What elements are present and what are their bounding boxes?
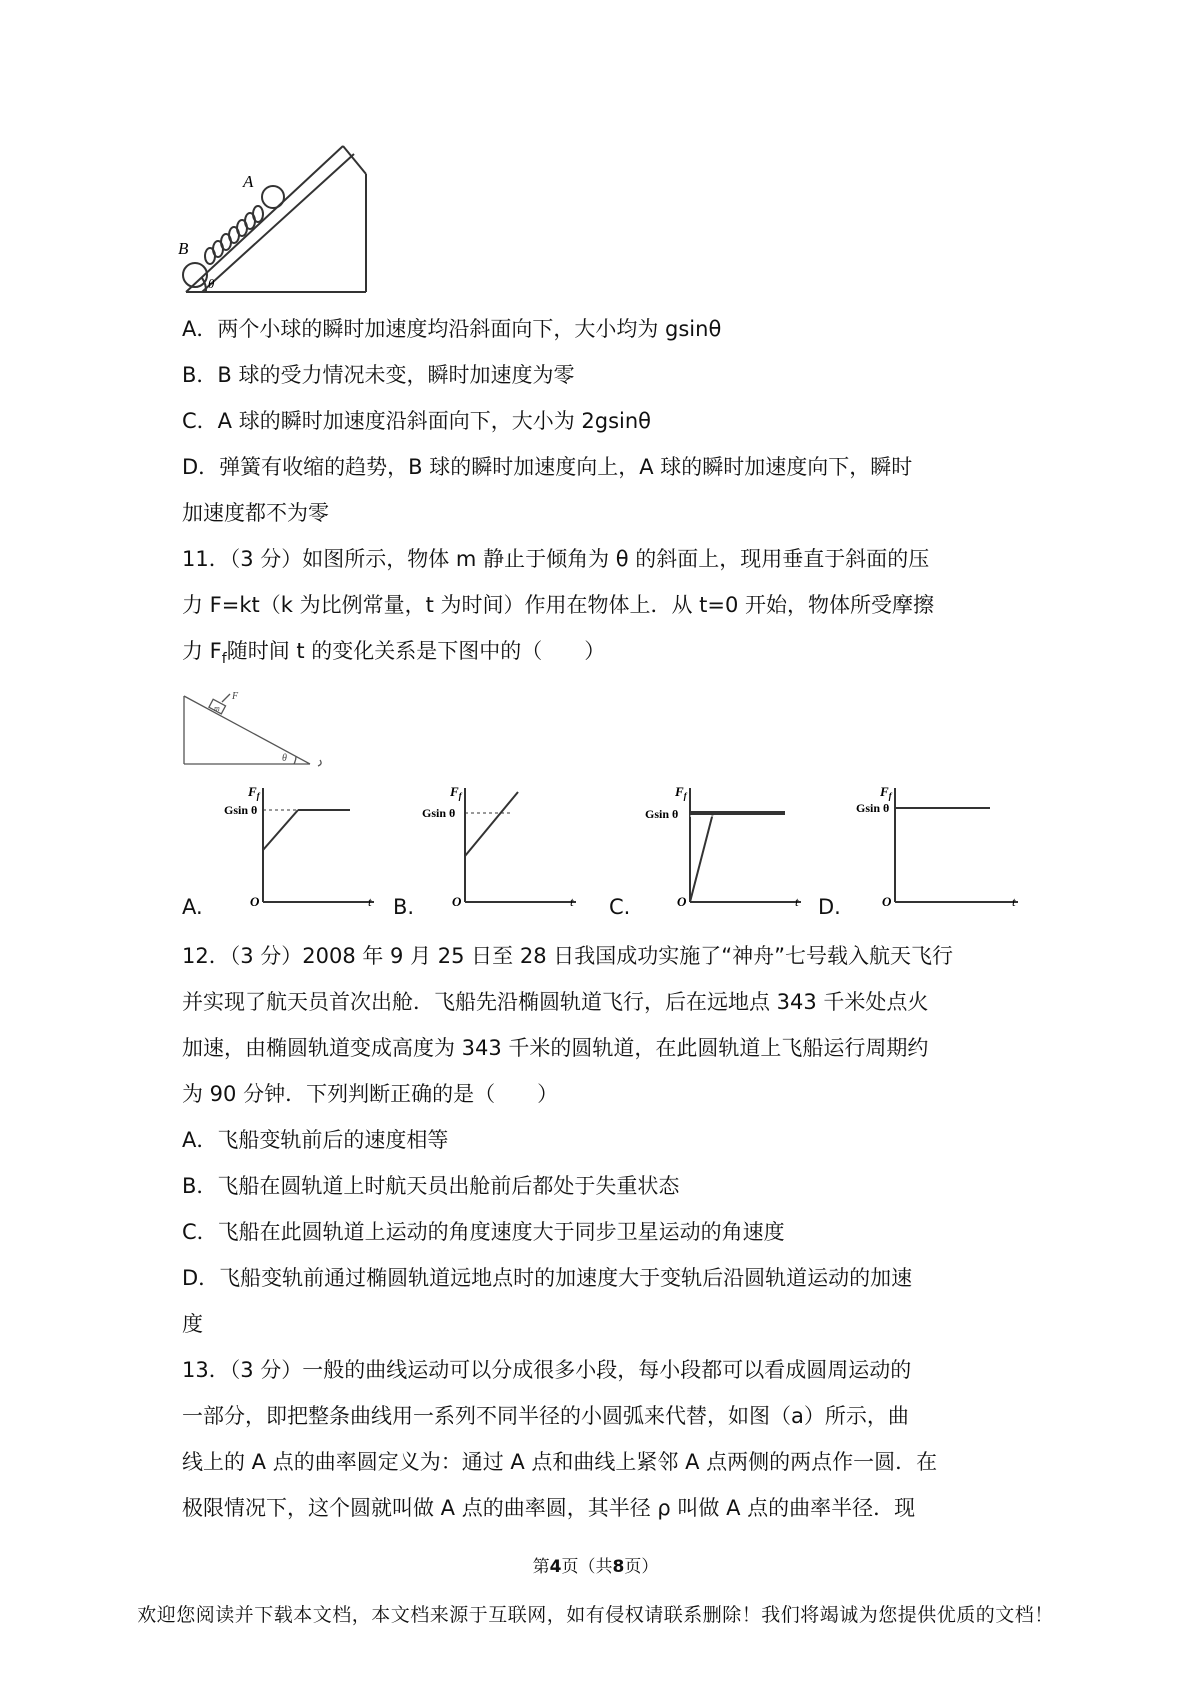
- graph-c-level-label: Gsin θ: [645, 807, 679, 821]
- graph-option-c: [645, 780, 805, 910]
- theta-label: θ: [208, 276, 215, 291]
- graph-option-b: [420, 780, 580, 910]
- q11-stem-line3: 力 $F_f$随时间 t 的变化关系是下图中的（ ）: [182, 639, 606, 668]
- graph-a-x-label: t: [368, 894, 372, 909]
- graph-d-x-label: t: [1012, 894, 1016, 909]
- graph-a-option-label: A.: [182, 895, 203, 919]
- theta-label-2: θ: [282, 753, 287, 764]
- q10-option-b: B．B 球的受力情况未变，瞬时加速度为零: [182, 363, 575, 387]
- q10-option-d-line1: D．弹簧有收缩的趋势，B 球的瞬时加速度向上，A 球的瞬时加速度向下，瞬时: [182, 455, 913, 479]
- q11-stem-line1: 11．（3 分）如图所示，物体 m 静止于倾角为 θ 的斜面上，现用垂直于斜面的压: [182, 547, 930, 571]
- q12-stem-line1: 12．（3 分）2008 年 9 月 25 日至 28 日我国成功实施了“神舟”七号载入航天飞行: [182, 944, 953, 968]
- graph-b-x-label: t: [570, 894, 574, 909]
- graph-d-option-label: D.: [818, 895, 841, 919]
- force-f-label: F: [232, 691, 239, 702]
- mass-m-label: m: [214, 704, 220, 713]
- q12-stem-line3: 加速，由椭圆轨道变成高度为 343 千米的圆轨道，在此圆轨道上飞船运行周期约: [182, 1036, 929, 1060]
- incline-block-figure: [182, 690, 332, 770]
- q13-stem-line3: 线上的 A 点的曲率圆定义为：通过 A 点和曲线上紧邻 A 点两侧的两点作一圆．在: [182, 1450, 938, 1474]
- q10-option-c: C．A 球的瞬时加速度沿斜面向下，大小为 2gsinθ: [182, 409, 652, 433]
- graph-option-d: [850, 780, 1025, 910]
- graph-c-y-label: $F_f$: [675, 784, 687, 801]
- graph-option-a: [218, 780, 378, 910]
- graph-d-y-label: $F_f$: [880, 784, 892, 801]
- graph-b-y-label: $F_f$: [450, 784, 462, 801]
- graph-c-x-label: t: [795, 894, 799, 909]
- graph-a-level-label: Gsin θ: [224, 803, 258, 817]
- graph-d-level-label: Gsin θ: [856, 801, 890, 815]
- q12-option-a: A．飞船变轨前后的速度相等: [182, 1128, 449, 1152]
- q11-stem-line2: 力 F=kt（k 为比例常量，t 为时间）作用在物体上．从 t=0 开始，物体所受摩擦: [182, 593, 935, 617]
- q12-option-d-line2: 度: [182, 1312, 203, 1336]
- graph-a-y-label: $F_f$: [248, 784, 260, 801]
- q12-stem-line2: 并实现了航天员首次出舱．飞船先沿椭圆轨道飞行，后在远地点 343 千米处点火: [182, 990, 929, 1014]
- graph-c-option-label: C.: [609, 895, 631, 919]
- ball-a-label: A: [243, 172, 254, 191]
- incline-balls-figure: [178, 140, 368, 295]
- graph-a-origin-label: O: [250, 894, 260, 909]
- q12-option-b: B．飞船在圆轨道上时航天员出舱前后都处于失重状态: [182, 1174, 680, 1198]
- page-number: 第4页（共8页）: [532, 1557, 659, 1577]
- q12-option-c: C．飞船在此圆轨道上运动的角度速度大于同步卫星运动的角速度: [182, 1220, 785, 1244]
- graph-b-option-label: B.: [393, 895, 415, 919]
- q12-stem-line4: 为 90 分钟．下列判断正确的是（ ）: [182, 1082, 559, 1106]
- graph-c-origin-label: O: [677, 894, 687, 909]
- download-notice: 欢迎您阅读并下载本文档，本文档来源于互联网，如有侵权请联系删除！我们将竭诚为您提供优质的文档！: [137, 1604, 1054, 1626]
- q13-stem-line4: 极限情况下，这个圆就叫做 A 点的曲率圆，其半径 ρ 叫做 A 点的曲率半径．现: [182, 1496, 916, 1520]
- q10-option-d-line2: 加速度都不为零: [182, 501, 329, 525]
- q13-stem-line1: 13．（3 分）一般的曲线运动可以分成很多小段，每小段都可以看成圆周运动的: [182, 1358, 912, 1382]
- graph-d-origin-label: O: [882, 894, 892, 909]
- ball-b-label: B: [178, 239, 189, 258]
- q10-option-a: A．两个小球的瞬时加速度均沿斜面向下，大小均为 gsinθ: [182, 317, 722, 341]
- q12-option-d-line1: D．飞船变轨前通过椭圆轨道远地点时的加速度大于变轨后沿圆轨道运动的加速: [182, 1266, 913, 1290]
- graph-b-level-label: Gsin θ: [422, 806, 456, 820]
- q13-stem-line2: 一部分，即把整条曲线用一系列不同半径的小圆弧来代替，如图（a）所示，曲: [182, 1404, 909, 1428]
- graph-b-origin-label: O: [452, 894, 462, 909]
